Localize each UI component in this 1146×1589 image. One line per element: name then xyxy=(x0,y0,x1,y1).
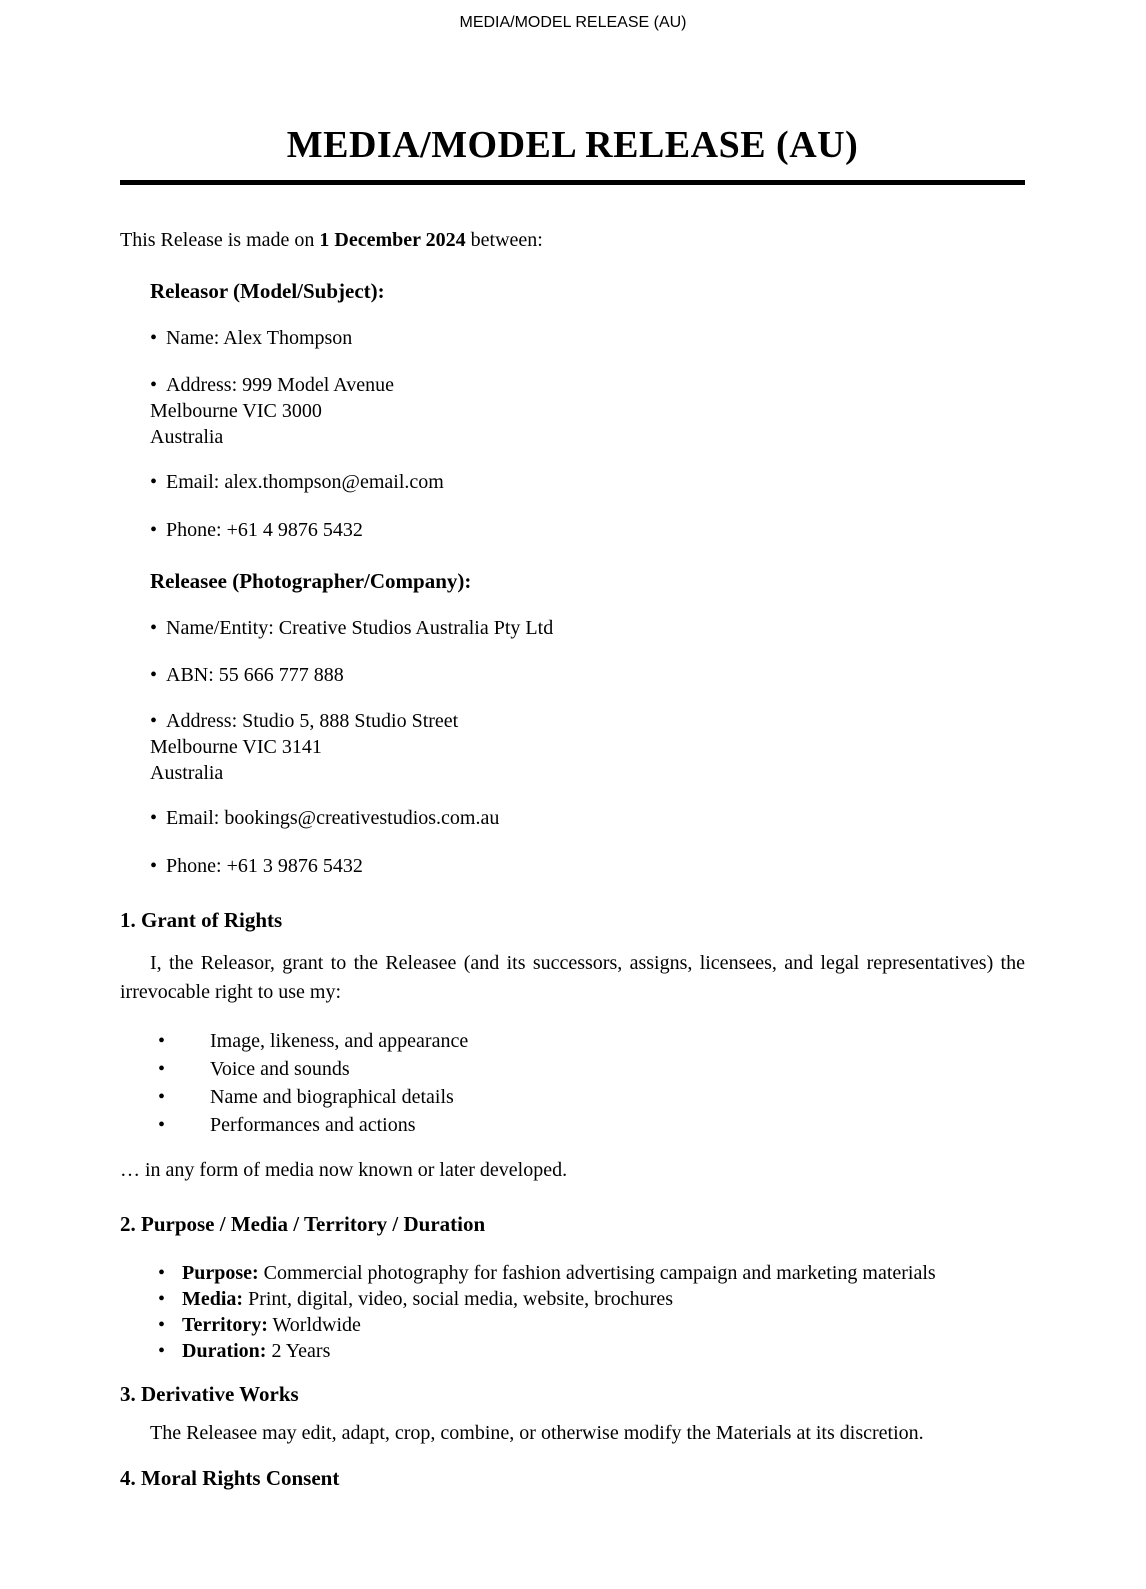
purpose-list xyxy=(120,1260,1025,1364)
list-item xyxy=(120,1286,1025,1312)
releasee-address-line-1: Address: Studio 5, 888 Studio Street xyxy=(166,710,459,732)
list-item-text: Print, digital, video, social media, website, brochures xyxy=(248,1288,673,1310)
bullet-icon: • xyxy=(158,1340,166,1362)
releasor-address-line-3: Australia xyxy=(150,426,224,448)
list-item xyxy=(120,1312,1025,1338)
bullet-icon: • xyxy=(150,664,158,686)
bullet-icon: • xyxy=(158,1086,166,1108)
releasor-address-line-1: Address: 999 Model Avenue xyxy=(166,374,394,396)
releasor-email xyxy=(150,469,1025,495)
document-title: MEDIA/MODEL RELEASE (AU) xyxy=(286,124,859,166)
list-item xyxy=(120,1055,1025,1083)
list-item-text: Voice and sounds xyxy=(210,1058,350,1080)
bullet-icon: • xyxy=(158,1030,166,1052)
bullet-icon: • xyxy=(158,1262,166,1284)
intro-prefix: This Release is made on xyxy=(120,229,320,251)
list-item-text: 2 Years xyxy=(271,1340,331,1362)
bullet-icon: • xyxy=(150,617,158,639)
bullet-icon: • xyxy=(158,1314,166,1336)
document-content xyxy=(120,0,1025,1491)
section-2-heading: 2. Purpose / Media / Territory / Duration xyxy=(120,1212,486,1236)
releasee-abn xyxy=(150,662,1025,688)
bullet-icon: • xyxy=(150,519,158,541)
list-item-label: Media: xyxy=(182,1288,244,1310)
releasee-address-line-3: Australia xyxy=(150,762,224,784)
print-header: MEDIA/MODEL RELEASE (AU) xyxy=(459,14,687,31)
bullet-icon: • xyxy=(150,327,158,349)
releasee-address-line-2: Melbourne VIC 3141 xyxy=(150,736,322,758)
list-item-text: Commercial photography for fashion advertising campaign and marketing materials xyxy=(263,1262,936,1284)
releasor-heading: Releasor (Model/Subject): xyxy=(150,279,385,303)
list-item-text: Worldwide xyxy=(272,1314,361,1336)
releasor-name xyxy=(150,325,1025,351)
list-item xyxy=(120,1083,1025,1111)
list-item-label: Purpose: xyxy=(182,1262,259,1284)
list-item-label: Duration: xyxy=(182,1340,267,1362)
list-item xyxy=(120,1338,1025,1364)
section-1-paragraph: I, the Releasor, grant to the Releasee (and its successors, assigns, licensees, and legal representatives) the irrevocable right to use my: xyxy=(120,952,1025,1003)
releasor-phone-value: Phone: +61 4 9876 5432 xyxy=(166,519,363,541)
title-rule xyxy=(120,180,1025,185)
releasee-address xyxy=(150,708,1025,786)
releasee-email-value: Email: bookings@creativestudios.com.au xyxy=(166,807,500,829)
release-date: 1 December 2024 xyxy=(319,229,466,251)
bullet-icon: • xyxy=(150,374,158,396)
bullet-icon: • xyxy=(158,1288,166,1310)
releasee-phone xyxy=(150,853,1025,879)
releasor-email-value: Email: alex.thompson@email.com xyxy=(166,471,444,493)
section-1-footer: … in any form of media now known or later developed. xyxy=(120,1159,568,1181)
list-item xyxy=(120,1111,1025,1139)
list-item xyxy=(120,1260,1025,1286)
section-3-paragraph: The Releasee may edit, adapt, crop, combine, or otherwise modify the Materials at its discretion. xyxy=(150,1422,924,1444)
list-item xyxy=(120,1027,1025,1055)
intro-suffix: between: xyxy=(465,229,543,251)
releasor-address-line-2: Melbourne VIC 3000 xyxy=(150,400,322,422)
releasee-phone-value: Phone: +61 3 9876 5432 xyxy=(166,855,363,877)
grant-rights-list xyxy=(120,1027,1025,1139)
bullet-icon: • xyxy=(158,1114,166,1136)
releasee-abn-value: ABN: 55 666 777 888 xyxy=(166,664,344,686)
bullet-icon: • xyxy=(150,807,158,829)
section-1-heading: 1. Grant of Rights xyxy=(120,908,283,932)
releasee-heading: Releasee (Photographer/Company): xyxy=(150,569,472,593)
list-item-text: Name and biographical details xyxy=(210,1086,454,1108)
releasee-email xyxy=(150,805,1025,831)
bullet-icon: • xyxy=(150,855,158,877)
releasee-name-value: Name/Entity: Creative Studios Australia Pty Ltd xyxy=(166,617,554,639)
releasor-phone xyxy=(150,517,1025,543)
releasee-name xyxy=(150,615,1025,641)
section-4-heading: 4. Moral Rights Consent xyxy=(120,1466,340,1490)
list-item-text: Performances and actions xyxy=(210,1114,416,1136)
releasor-address xyxy=(150,372,1025,450)
intro-line xyxy=(120,227,1025,253)
list-item-label: Territory: xyxy=(182,1314,268,1336)
list-item-text: Image, likeness, and appearance xyxy=(210,1030,469,1052)
section-3-heading: 3. Derivative Works xyxy=(120,1382,299,1406)
bullet-icon: • xyxy=(150,471,158,493)
releasor-name-value: Name: Alex Thompson xyxy=(166,327,353,349)
bullet-icon: • xyxy=(150,710,158,732)
bullet-icon: • xyxy=(158,1058,166,1080)
